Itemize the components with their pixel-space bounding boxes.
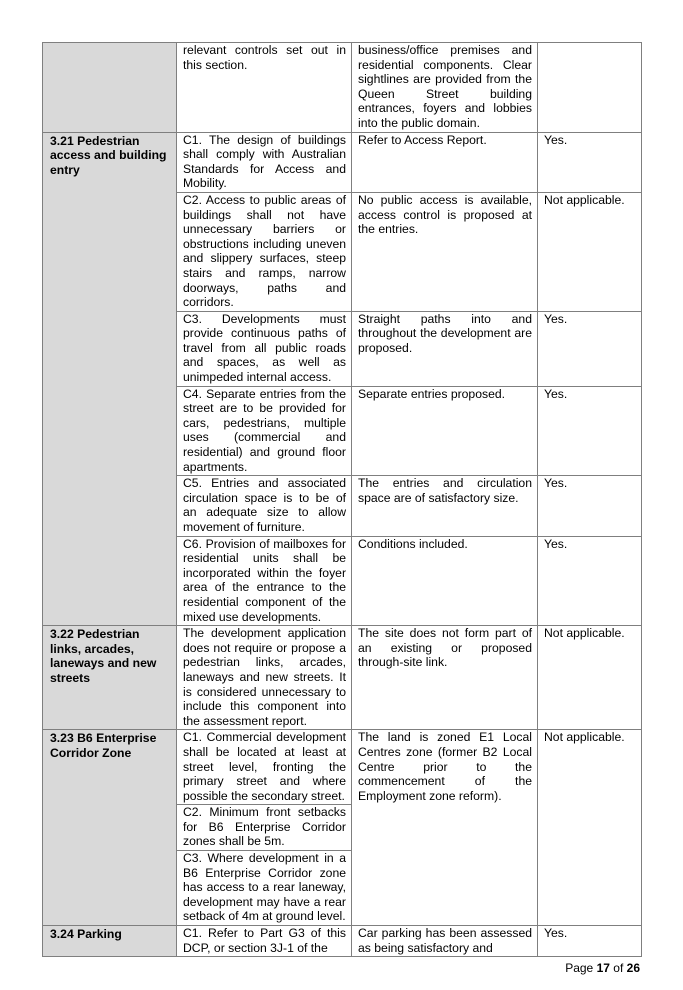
- table-row: [43, 730, 642, 805]
- comment-cell: business/office premises and residential components. Clear sightlines are provided from the Queen Street building entrances, foyers and lobbies into the public domain.: [352, 43, 538, 133]
- comment-cell: Conditions included.: [352, 536, 538, 626]
- page-footer: [0, 961, 640, 975]
- control-cell: C5. Entries and associated circulation space is to be of an adequate size to allow movement of furniture.: [177, 476, 352, 536]
- page-number: 17: [596, 961, 610, 975]
- control-cell: C1. Commercial development shall be located at least at street level, fronting the primary street and where possible the secondary street.: [177, 730, 352, 805]
- compliance-cell: Yes.: [538, 536, 642, 626]
- section-cell: 3.21 Pedestrian access and building entry: [43, 132, 177, 626]
- compliance-cell: Yes.: [538, 132, 642, 192]
- control-cell: C4. Separate entries from the street are to be provided for cars, pedestrians, multiple uses (commercial and residential) and ground floor apartments.: [177, 386, 352, 476]
- comment-cell: Car parking has been assessed as being satisfactory and: [352, 926, 538, 957]
- compliance-cell: [538, 43, 642, 133]
- control-cell: C6. Provision of mailboxes for residential units shall be incorporated within the foyer area of the entrance to the residential component of the mixed use developments.: [177, 536, 352, 626]
- comment-cell: The land is zoned E1 Local Centres zone (former B2 Local Centre prior to the commencement of the Employment zone reform).: [352, 730, 538, 926]
- of-label: of: [613, 961, 624, 975]
- section-cell: [43, 43, 177, 133]
- table-row: [43, 926, 642, 957]
- control-cell: C3. Developments must provide continuous paths of travel from all public roads and spaces, as well as unimpeded internal access.: [177, 311, 352, 386]
- section-cell: 3.23 B6 Enterprise Corridor Zone: [43, 730, 177, 926]
- section-cell: 3.24 Parking: [43, 926, 177, 957]
- compliance-table: [42, 42, 642, 957]
- compliance-cell: Not applicable.: [538, 626, 642, 730]
- compliance-cell: Yes.: [538, 311, 642, 386]
- page-label: Page: [565, 961, 594, 975]
- compliance-cell: Yes.: [538, 926, 642, 957]
- table-row: [43, 626, 642, 730]
- compliance-cell: Yes.: [538, 476, 642, 536]
- comment-cell: No public access is available, access control is proposed at the entries.: [352, 192, 538, 311]
- control-cell: C3. Where development in a B6 Enterprise Corridor zone has access to a rear laneway, development may have a rear setback of 4m at ground level.: [177, 851, 352, 926]
- control-cell: C1. Refer to Part G3 of this DCP, or section 3J-1 of the: [177, 926, 352, 957]
- comment-cell: Separate entries proposed.: [352, 386, 538, 476]
- table-row: [43, 132, 642, 192]
- comment-cell: The site does not form part of an existing or proposed through-site link.: [352, 626, 538, 730]
- table-row: [43, 43, 642, 133]
- compliance-cell: Yes.: [538, 386, 642, 476]
- control-cell: C2. Minimum front setbacks for B6 Enterprise Corridor zones shall be 5m.: [177, 805, 352, 851]
- section-cell: 3.22 Pedestrian links, arcades, laneways and new streets: [43, 626, 177, 730]
- total-pages: 26: [626, 961, 640, 975]
- control-cell: C2. Access to public areas of buildings shall not have unnecessary barriers or obstructions including uneven and slippery surfaces, steep stairs and ramps, narrow doorways, paths and corridors.: [177, 192, 352, 311]
- comment-cell: Refer to Access Report.: [352, 132, 538, 192]
- control-cell: C1. The design of buildings shall comply with Australian Standards for Access and Mobility.: [177, 132, 352, 192]
- compliance-cell: Not applicable.: [538, 192, 642, 311]
- compliance-cell: Not applicable.: [538, 730, 642, 926]
- comment-cell: Straight paths into and throughout the development are proposed.: [352, 311, 538, 386]
- control-cell: The development application does not require or propose a pedestrian links, arcades, laneways and new streets. It is considered unnecessary to include this component into the assessment report.: [177, 626, 352, 730]
- comment-cell: The entries and circulation space are of satisfactory size.: [352, 476, 538, 536]
- control-cell: relevant controls set out in this section.: [177, 43, 352, 133]
